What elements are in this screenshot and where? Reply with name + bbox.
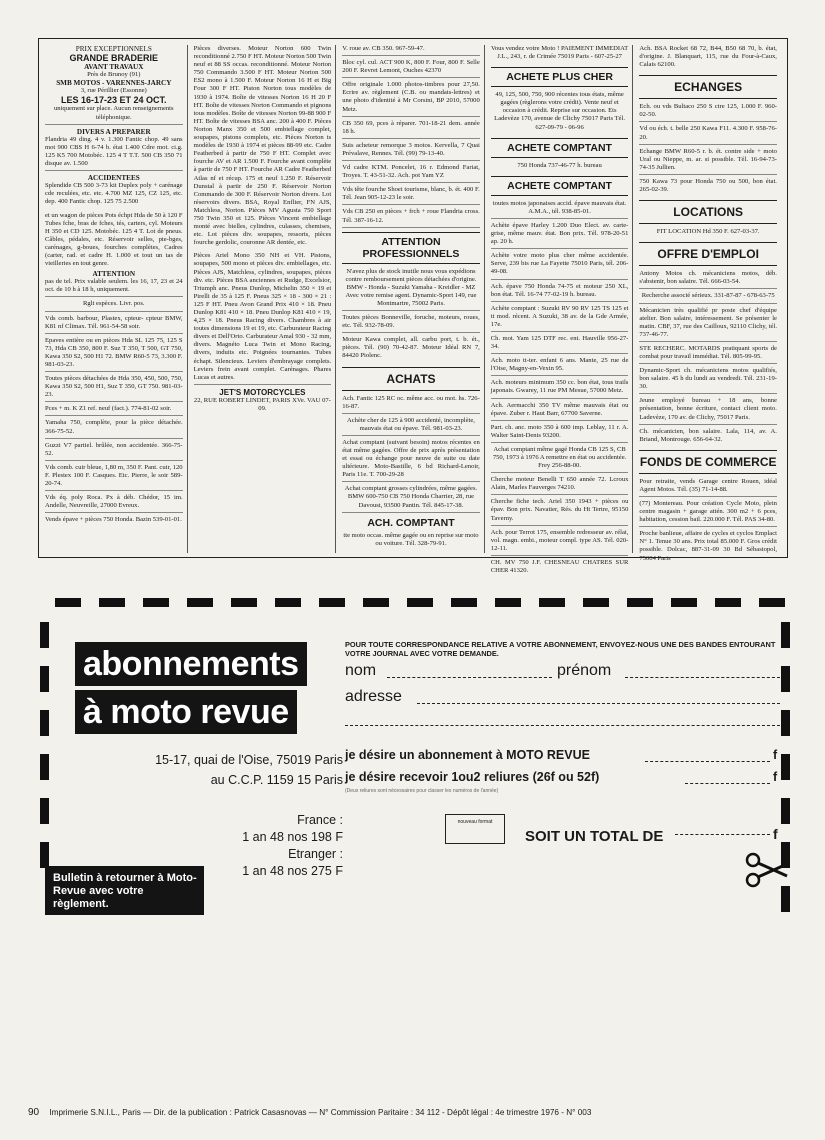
page-number: 90 <box>28 1107 40 1118</box>
ccp-line: au C.C.P. 1159 15 Paris <box>210 773 343 787</box>
ad-text: Pièces Ariel Mono 350 NH et VH. Pistons, soupapes, 500 mono et pièces div. embiellages, etc. Pièces AJS, Matchless, cylindres, soupapes, pièces div. etc. Pièces BSA anciennes et Rudge, Excelsior, Triumph anc. Pneus Dunlop, Michelin 350 × 19 et Pirelli de 35 à 125 F. Pneus 325 × 18 - 300 × 21 : 125 F HT. Pneu Avon Grand Prix 410 × 18. Pneu Dunlop K81 410 × 18. Pneu Dunlop K81 410 × 19, 4,25 × 18. Pneus Racing divers. Chambres à air toutes dimensions 19 et 19, etc. Carburateur Racing divers et Dell'Orto. Carburateur Amal 930 - 32 mm, divers. Magnéto Luca Twin et Mono Racing, divers, induits etc. Poignées tournantes. Tubes échapt. Silencieux. Leviers d'embrayage complets. Leviers frein avant complet. Carénages. Phares Lucas et autres. <box>194 252 332 385</box>
ad-text: Vds éq. poly Roca. Px à déb. Chédor, 15 im. Andelle, Neuvreille, 27000 Evreux. <box>45 494 183 513</box>
imprint-text: Imprimerie S.N.I.L., Paris — Dir. de la publication : Patrick Casasnovas — N° Commission Paritaire : 34 112 - Dépôt légal : 4e trimestre 1976 - N° 003 <box>49 1108 592 1117</box>
ad-text: FIT LOCATION Hd 350 F. 627-03-37. <box>656 228 760 236</box>
scissors-icon <box>745 850 789 890</box>
cut-dash <box>55 598 81 607</box>
cut-dash <box>40 710 49 736</box>
ad-text: Epaves entière ou en pièces Hda SL 125 75, 125 S 73, Hda CB 350, 800 F. Suz T 350, T 500, GT 750, Kawa 350 S2, 500 H1 72. BMW R60-5 73, 3.300 F. 981-03-23. <box>45 337 183 372</box>
ad-text: Proche banlieue, affaire de cycles et cyclos Emplact N° 1. Tenue 30 ans. Prix total 85.000 F. Gros crédit possible. Dolcac, 887-31-09 30 Bd Sébastopol, 75004 Paris <box>639 530 777 562</box>
ad-text: Achète votre moto plus cher même accidentée. Serve, 239 bis rue La Fayette 75010 Paris, tél. 206-49-08. <box>491 252 629 279</box>
cut-dash <box>495 598 521 607</box>
cut-dash <box>40 798 49 824</box>
prenom-label: prénom <box>557 662 612 679</box>
section-heading: ACH. COMPTANT <box>367 516 455 529</box>
adresse-label: adresse <box>345 688 402 705</box>
ad-line: Près de Brunoy (91) <box>87 71 141 79</box>
cut-dash <box>99 598 125 607</box>
reliures-amount-field[interactable] <box>685 783 770 784</box>
cut-dash <box>781 798 790 824</box>
subscription-amount-field[interactable] <box>645 761 770 762</box>
ad-text: V. roue av. CB 350. 967-59-47. <box>342 45 480 56</box>
section-heading-achats: ACHATS <box>342 367 480 391</box>
ad-text: Toutes pièces détachées de Hda 350, 450, 500, 750, Kawa 350 S2, 500 H1, Suz T 350, GT 750. 981-03-23. <box>45 375 183 402</box>
ad-text: 750 Kawa 73 pour Honda 750 ou 500, bon état. 265-02-39. <box>639 177 777 194</box>
cut-dash <box>759 598 785 607</box>
ad-text: Ach. moto tt-ter. enfant 6 ans. Mante, 25 rue de l'Oise, Magny-en-Vexin 95. <box>491 357 629 376</box>
franc-unit: f <box>773 826 778 842</box>
ad-address: 22, RUE ROBERT LINDET, PARIS XVe. VAU 07-09. <box>193 396 331 413</box>
ad-text: tte moto occas. même gagée ou en reprise sur moto ou voiture. Tél. 328-79-91. <box>343 531 479 547</box>
adresse-field[interactable] <box>417 703 780 704</box>
cut-dash <box>40 754 49 780</box>
ad-text: Ach. pour Terrot 175, ensemble redresseur av. rélai, vol. magn. embi., moteur compl. type AS. Tél. 020-12-11. <box>491 529 629 556</box>
cut-dash <box>363 598 389 607</box>
nouveau-format-box: nouveau format <box>445 814 505 844</box>
ad-text: Vds CB 250 en pièces + frch + roue Flandria cross. Tél. 387-16-12. <box>342 208 480 227</box>
ad-text: Cherche fiche tech. Ariel 350 1943 + pièces ou épav. Bon prix. Navatier, Rés. du Ht Tertre, 95150 Taverny. <box>491 498 629 525</box>
section-heading: ACHETE COMPTANT <box>491 176 629 196</box>
cut-dash <box>407 598 433 607</box>
ad-company: SMB MOTOS - VARENNES-JARCY <box>56 79 172 88</box>
cut-dash <box>671 598 697 607</box>
section-heading: ATTENTION PROFESSIONNELS <box>342 232 480 264</box>
bulletin-box: Bulletin à retourner à Moto-Revue avec votre règlement. <box>45 866 204 915</box>
ad-text: Guzzi V7 partiel. brûlée, non accidentée. 366-75-52. <box>45 442 183 461</box>
subscription-label: je désire un abonnement à MOTO REVUE <box>345 748 590 762</box>
ad-text: STE RECHERC. MOTARDS pratiquant sports de combat pour travail immédiat. Tél. 805-99-95. <box>639 345 777 364</box>
ad-text: Bloc cyl. cul. ACT 900 K, 800 F. Four, 800 F. Selle 200 F. Revret Lemont, Ouches 42370 <box>342 59 480 78</box>
ad-text: Cherche moteur Benelli T 650 année 72. Lcroux Alain, Marles Fauverges 74210. <box>491 476 629 495</box>
ad-text: Vd ou éch. t. belle 250 Kawa F11. 4.300 F. 958-76-20. <box>639 125 777 144</box>
ad-address: 3, rue Périllier (Essonne) <box>80 87 147 95</box>
classifieds-column-3 <box>342 45 485 553</box>
ad-text: Flandria 49 ding. 4 v. 1.300 Fantic chop. 49 sans mot 900 CBS H 6-74 b. état 1.400 Cdre mot. ci.g. 125 K5 700 Motobéc. 125 4 T T.T. 500 CB 350 71 disque av. 1.500 <box>45 136 183 171</box>
section-heading-echanges: ECHANGES <box>639 75 777 99</box>
classifieds-block <box>38 38 788 575</box>
adresse-field-2[interactable] <box>345 725 780 726</box>
section-heading-offre-emploi: OFFRE D'EMPLOI <box>639 242 777 266</box>
total-label: SOIT UN TOTAL DE <box>525 828 664 845</box>
ad-subtitle: AVANT TRAVAUX <box>84 63 144 72</box>
nom-field[interactable] <box>387 677 552 678</box>
ad-text: Ach. Aermacchi 350 TV même mauvais état ou épave. Zuber r. Haut Barr, 67700 Saverne. <box>491 402 629 421</box>
ad-text: Dynamic-Sport ch. mécaniciens motos qualifiés, bon salaire. 45 h du lundi au vendredi. Tél. 231-19-30. <box>639 367 777 394</box>
coupon-address <box>75 750 343 790</box>
ad-text: Moteur Kawa complet, all. carbu port, t. b. ét., pièces. Tél. (90) 70-42-87. Moteur Idéal RN 7, 84420 Piolenc. <box>342 336 480 360</box>
ad-subhead: ATTENTION <box>92 270 136 279</box>
classifieds-column-4 <box>490 45 634 575</box>
reliures-note: (Deux reliures sont nécessaires pour classer les numéros de l'année) <box>345 788 499 794</box>
subscription-coupon <box>55 598 790 943</box>
cut-dash <box>40 666 49 692</box>
name-row <box>345 660 785 682</box>
cut-dash <box>627 598 653 607</box>
ad-text: Suis acheteur remorque 3 motos. Kervella, 7 Quai Prévalave, Rennes. Tél. (99) 79-13-40. <box>342 142 480 161</box>
subscription-line <box>345 744 785 766</box>
ad-text: Achat comptant (suivant besoin) motos récentes en état même gagées. Offre de prix après présentation et essai ou échange pour neuve de suite ou date ultérieure. Moto-Bastille, 6 bd Richard-Lenoir, Paris 11e. T. 700-29-28 <box>342 439 480 482</box>
ad-text: Vds comb. barbour, Plastex, cpteur- cpteur BMW, K81 nf Climax. Tél. 961-54-58 soir. <box>45 315 183 334</box>
section-heading-fonds-de-commerce: FONDS DE COMMERCE <box>639 450 777 474</box>
nom-label: nom <box>345 662 377 679</box>
cut-dash <box>275 598 301 607</box>
ad-text: Vends épave + pièces 750 Honda. Bazin 539-01-01. <box>45 516 182 524</box>
total-amount-field[interactable] <box>675 834 770 835</box>
prenom-field[interactable] <box>625 677 780 678</box>
ad-text: Echange BMW R60-5 r. b. ét. contre side + moto Ural ou Nieppe, m. ar. si possible. Tél. 16-94-73-74-35 Jullien. <box>639 148 777 175</box>
ad-dates: LES 16-17-23 ET 24 OCT. <box>61 95 167 106</box>
franc-unit: f <box>773 748 778 762</box>
brand-line-moto-revue: à moto revue <box>75 690 297 734</box>
ad-text: Ach. BSA Rocket 68 72, B44, B50 68 70, b. état, d'origine. J. Blanquart, 115, rue du Four-à-Caux, Calais 62100. <box>639 45 777 69</box>
ad-text: Vous vendez votre Moto ! PAIEMENT IMMEDIAT J.L., 243, r. de Crimée 75019 Paris - 607-25-27 <box>490 45 629 61</box>
ad-text: CB 350 69, pces à réparer. 701-18-21 dem. année 18 h. <box>342 120 480 139</box>
ad-text: Vd cadre KTM. Poncelet, 16 r. Edmond Fariat, Troyes. T. 43-51-32. Ach. pot Yam YZ <box>342 164 480 183</box>
cut-dash <box>715 598 741 607</box>
address-row <box>345 686 785 708</box>
ad-text: Pces + m. K Z1 ref. neuf (fact.). 774-81-02 soir. <box>45 405 183 416</box>
cut-dash <box>40 842 49 868</box>
ad-text: Vds tête fourche Shoei tourisme, blanc, b. ét. 400 F. Tél. Jean 905-12-23 le soir. <box>342 186 480 205</box>
cut-dash <box>187 598 213 607</box>
ad-text: Ach. moteurs minimum 350 cc. bon état, tous trails japonais. Gwarey, 11 rue PM Mesue, 57000 Metz. <box>491 379 629 398</box>
price-france: 1 an 48 nos 198 F <box>242 830 343 844</box>
price-etranger: 1 an 48 nos 275 F <box>242 864 343 878</box>
section-heading: ACHETE COMPTANT <box>491 138 629 158</box>
ad-company: JET'S MOTORCYCLES <box>219 387 306 397</box>
subscription-form <box>345 640 785 845</box>
ad-text: Ch. mécanicien, bon salaire. Lala, 114, av. A. Briand, Montrouge. 656-64-32. <box>639 427 777 443</box>
ad-text: Vds comb. cuir bleue, 1,80 m, 350 F. Pant. cuir, 120 F. Plestex 100 F. Casques. Etc. Pierre, le soir 589-20-74. <box>45 464 183 491</box>
cut-dash <box>319 598 345 607</box>
ad-text: Achat comptant grosses cylindrées, même gagées. BMW 600-750 CB 750 Honda Charrier, 28, rue Davoust, 93500 Pantin. Tél. 845-17-38. <box>342 485 480 512</box>
classifieds-column-1 <box>45 45 188 553</box>
ad-text: Ch. mot. Yam 125 DTF rec. ent. Hauville 956-27-34. <box>491 335 629 354</box>
ad-text: Jeune employé bureau + 18 ans, bonne présentation, bonne écriture, contact client moto. Ladevèze, 170 av. de Clichy, 75017 Paris. <box>639 397 777 424</box>
ad-text: 750 Honda 737-46-77 h. bureau <box>517 161 602 169</box>
ad-text: (77) Montereau. Pour création Cycle Moto, plein centre magasin + garage attén. 300 m2 + 6 pces, habitation, cession bail. 220.000 F. Tél. PAS 34-80. <box>639 500 777 527</box>
ad-text: pas de tel. Prix valable seulem. les 16, 17, 23 et 24 oct. de 10 h à 18 h, uniquement. <box>45 278 183 297</box>
ad-text: Ach. épave 750 Honda 74-75 et moteur 250 XL, bon état. Tél. 16-74 77-02-19 h. bureau. <box>491 283 629 302</box>
reliures-line <box>345 766 785 788</box>
address-row-2 <box>345 708 785 730</box>
ad-text: et un wagon de pièces Pots échpt Hda de 50 à 120 F Tubes fche, bras de fches, tés, carters, cyl. Moteurs H 350 et CD 125. Motobéc. 125 4 T. Lot de pneus. Câbles, pédales, etc. Réservoir selles, pte-bges, carénages, g-boues, fourches complètes, Cadres (carter, rad. et cadre H. 1.000 et tout un tas de vieilleries en tout genre. <box>45 211 183 268</box>
ad-text: Ach. Fantic 125 RC oc. même acc. ou mot. hs. 726-16-87. <box>342 395 480 414</box>
coupon-brand <box>75 642 360 734</box>
ad-text: CH. MV 750 J.F. CHESNEAU CHATRES SUR CHER 41320. <box>490 558 629 575</box>
price-etranger-label: Etranger : <box>288 847 343 861</box>
ad-text: Toutes pièces Bonneville, foruche, moteurs, roues, etc. Tél. 932-78-09. <box>342 314 480 333</box>
ad-text: Pour retraite, vends Garage centre Rouen, idéal Agent Motos. Tél. (35) 71-14-88. <box>639 478 777 497</box>
cut-dash <box>583 598 609 607</box>
cut-dash <box>231 598 257 607</box>
ad-text: Ech. ou vds Bultaco 250 S ctre 125, 1.000 F. 960-02-50. <box>639 103 777 122</box>
classifieds-column-2 <box>194 45 337 553</box>
ad-text: Recherche associé sérieux. 331-87-87 - 678-63-75 <box>639 292 777 303</box>
ad-text: Mécanicien très qualifié pr poste chef d'équipe atelier. Bon salaire, intéressement. Se présenter le matin. CBF, 37, rue des Cailloux, 92110 Clichy, tél. 737-46-77. <box>639 307 777 342</box>
brand-line-abonnements: abonnements <box>75 642 307 686</box>
page-footer <box>28 1108 798 1118</box>
section-heading-locations: LOCATIONS <box>639 200 777 224</box>
ad-text: Achète cher de 125 à 900 accidenté, incomplète, mauvais état ou épave. Tél. 981-03-23. <box>342 417 480 436</box>
ad-text: Achète comptant : Suzuki RV 90 RV 125 TS 125 et tt mod. récent. A Suzuki, 38 av. de la Gde Armée, 17e. <box>491 305 629 332</box>
price-france-label: France : <box>297 813 343 827</box>
cut-dash <box>143 598 169 607</box>
ad-text: Antony Motos ch. mécaniciens motos, déb. s'abstenir, bon salaire. Tél. 666-03-54. <box>639 270 777 289</box>
ad-text: Achète épave Harley 1.200 Duo Elect. av. carte-grise, même mauv. état. Bon prix. Tél. 978-20-51 ap. 20 h. <box>491 222 629 249</box>
cut-dash <box>40 622 49 648</box>
ad-text: toutes motos japonaises accid. épave mauvais état. A.M.A., tél. 938-85-01. <box>491 200 629 219</box>
ad-subhead: ACCIDENTEES <box>87 174 140 183</box>
ad-text: Rglt espèces. Livr. pos. <box>45 300 183 311</box>
ad-subhead: DIVERS A PREPARER <box>76 127 151 136</box>
ad-text: Achat comptant même gagé Honda CB 125 S, CB 750, 1973 à 1976 A remettre en état ou accidentée. Frey 256-88-00. <box>491 446 629 473</box>
form-notice: POUR TOUTE CORRESPONDANCE RELATIVE A VOTRE ABONNEMENT, ENVOYEZ-NOUS UNE DES BANDES ENTOURANT VOTRE JOURNAL AVEC VOTRE DEMANDE. <box>345 640 776 658</box>
ad-text: Yamaha 750, complète, pour la pièce détachée. 366-75-52. <box>45 419 183 438</box>
franc-unit: f <box>773 770 778 784</box>
cut-dash <box>451 598 477 607</box>
address-line: 15-17, quai de l'Oise, 75019 Paris <box>155 753 343 767</box>
ad-text: Part. ch. anc. moto 350 à 600 imp. Leblay, 11 r. A. Walter Saint-Denis 93200. <box>491 424 629 443</box>
section-heading: ACHETE PLUS CHER <box>491 67 629 87</box>
ad-text: N'avez plus de stock inutile nous vous expédions contre remboursement pièces détachées d'origine. BMW - Honda - Suzuki Yamaha - Kreidler - MZ Avec votre remise agent. Dynamic-Sport 149, rue Montmartre, 75002 Paris. <box>342 268 480 311</box>
classifieds-column-5 <box>639 45 781 562</box>
ad-heading: PRIX EXCEPTIONNELS <box>75 45 152 53</box>
ad-text: Splendide CB 500 3-73 kit Duplex poly + carénage cde reculées, etc. etc. 4.700 MZ 125, CZ 125, etc. dep. 400 Fantic chop. 125 75 2.500 <box>45 182 183 206</box>
ad-text: Pièces diverses. Moteur Norton 600 Twin reconditionné 2.750 F HT. Moteur Norton 500 Twin neuf et 88 SS occas. reconditionné. Moteur Norton 750 Commando 3.500 F HT. Moteur Norton 500 ES2 mono à 1.500 F. Moteur Norton 16 H et Big Four 300 F HT. Piston Norton tous modèles de 1930 à 1974. Boîte de vitesses Norton 16 H 20 F HT. Boîte de vitesses Norton Commando et pignons tous modèles. Boîte de vitesses Norton 99-88 900 F HT. Boîte de vitesses BSA anc. 200 à 400 F. Pièces Norton Manx 350 et 500 embiellage complet, soupapes, pistons complets, etc. Pièces Norton ts modèles de 1930 à 1974 et pièces 88-99 etc. Cadre Featherbed à partir de 750 F HT. Complet avec fourche AV et AR 1.500 F. Fourche avant complète à partir de 750 F HT. Fourche AR Cadre Featherbed Atlas nf et récup. 175 et neuf 1.250 F. Réservoir Dunstal à partir de 250 F. Réservoir Norton Commando de 300 F. Réservoir Norton divers. Lot réservoirs divers. BSA, Royal Enflier, FN AJS, Matchless, Norton. Pièces MV Agusta 750 Sport 750 Twin 350 et 125. Pièces Vincent embiellage monté avec bielles, cylindres, culasses, chemises, etc. Lot pièces div. soupapes, ressorts, pièces fourche gerdolic, couronne AR dentée, etc. <box>193 45 332 247</box>
ad-title: GRANDE BRADERIE <box>69 53 159 64</box>
ad-note: uniquement sur place. Aucun renseignements téléphonique. <box>45 105 183 124</box>
ad-text: 49, 125, 500, 750, 900 récentes tous états, même gagées (règlerons votre crédit). Vente neuf et occasion à crédit. Reprise sur occasion. Ets Ladevèze 170, avenue de Clichy 75017 Paris Tél. 627-09-79 - 06-96 <box>494 91 625 131</box>
cut-dash <box>539 598 565 607</box>
ad-text: Offre originale 1.000 photos-timbres pour 27,50. Ecrire av. règlement (C.B. ou mandats-lettres) et une photo d'identité à Mr Corsini, BP 2010, 57000 Metz. <box>342 81 480 116</box>
reliures-label: je désire recevoir 1ou2 reliures (26f ou 52f) <box>345 770 600 784</box>
